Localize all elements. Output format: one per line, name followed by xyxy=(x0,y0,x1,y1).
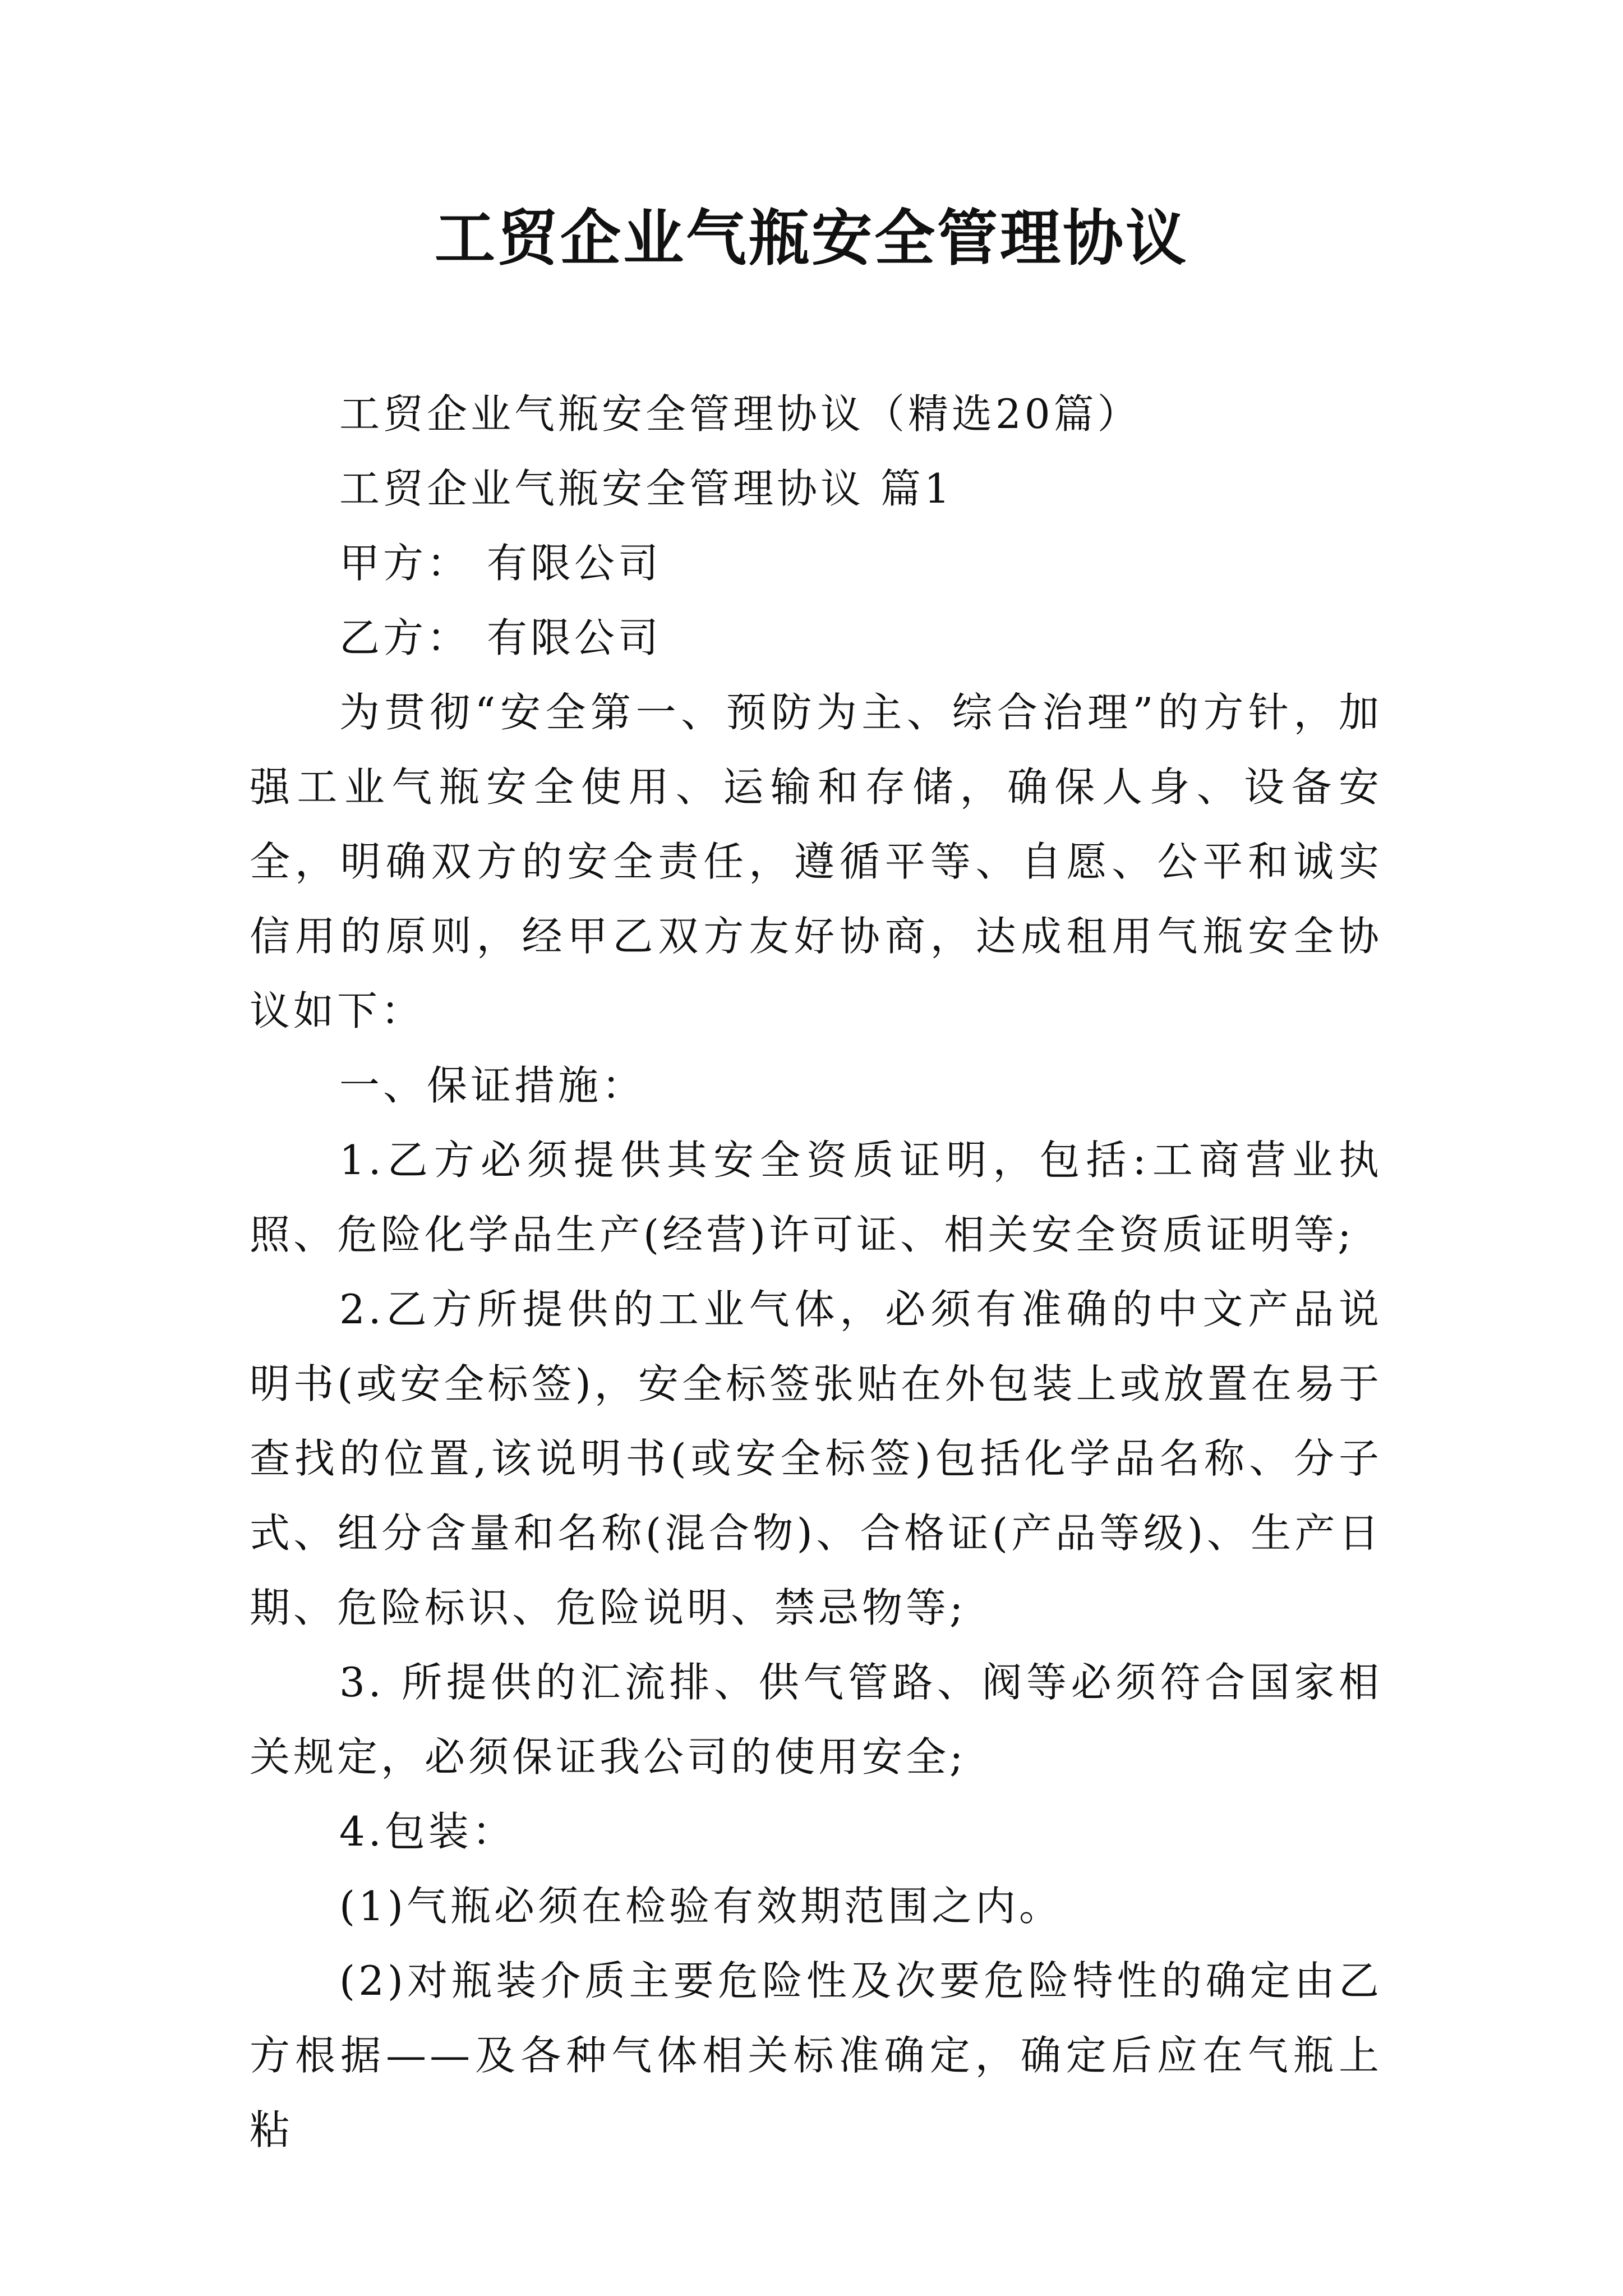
paragraph-party-b: 乙方： 有限公司 xyxy=(339,614,662,661)
paragraph-item-4-2: (2)对瓶装介质主要危险性及次要危险特性的确定由乙方根据——及各种气体相关标准确定，确定后应在气瓶上粘 xyxy=(250,1957,1382,2154)
paragraph-item-4-1: (1)气瓶必须在检验有效期范围之内。 xyxy=(339,1883,1063,1930)
paragraph-item-3: 3. 所提供的汇流排、供气管路、阀等必须符合国家相关规定，必须保证我公司的使用安全; xyxy=(250,1659,1382,1780)
paragraph-preamble: 为贯彻“安全第一、预防为主、综合治理”的方针，加强工业气瓶安全使用、运输和存储，确保人身、设备安全，明确双方的安全责任，遵循平等、自愿、公平和诚实信用的原则，经甲乙双方友好协商，达成租用气瓶安全协议如下： xyxy=(250,689,1382,1034)
paragraph-heading-guarantees: 一、保证措施： xyxy=(339,1062,646,1109)
paragraph-subtitle: 工贸企业气瓶安全管理协议（精选20篇） xyxy=(339,390,1141,438)
paragraph-party-a: 甲方： 有限公司 xyxy=(339,540,662,587)
paragraph-item-4: 4.包装： xyxy=(339,1808,516,1855)
paragraph-item-1: 1.乙方必须提供其安全资质证明，包括:工商营业执照、危险化学品生产(经营)许可证、相关安全资质证明等; xyxy=(250,1137,1382,1258)
document-title: 工贸企业气瓶安全管理协议 xyxy=(434,203,1188,274)
paragraph-section-heading: 工贸企业气瓶安全管理协议 篇1 xyxy=(339,465,953,512)
paragraph-item-2: 2.乙方所提供的工业气体，必须有准确的中文产品说明书(或安全标签)，安全标签张贴在外包装上或放置在易于查找的位置,该说明书(或安全标签)包括化学品名称、分子式、组分含量和名称(混合物)、合格证(产品等级)、生产日期、危险标识、危险说明、禁忌物等; xyxy=(250,1286,1382,1631)
document-body xyxy=(250,377,1382,2168)
